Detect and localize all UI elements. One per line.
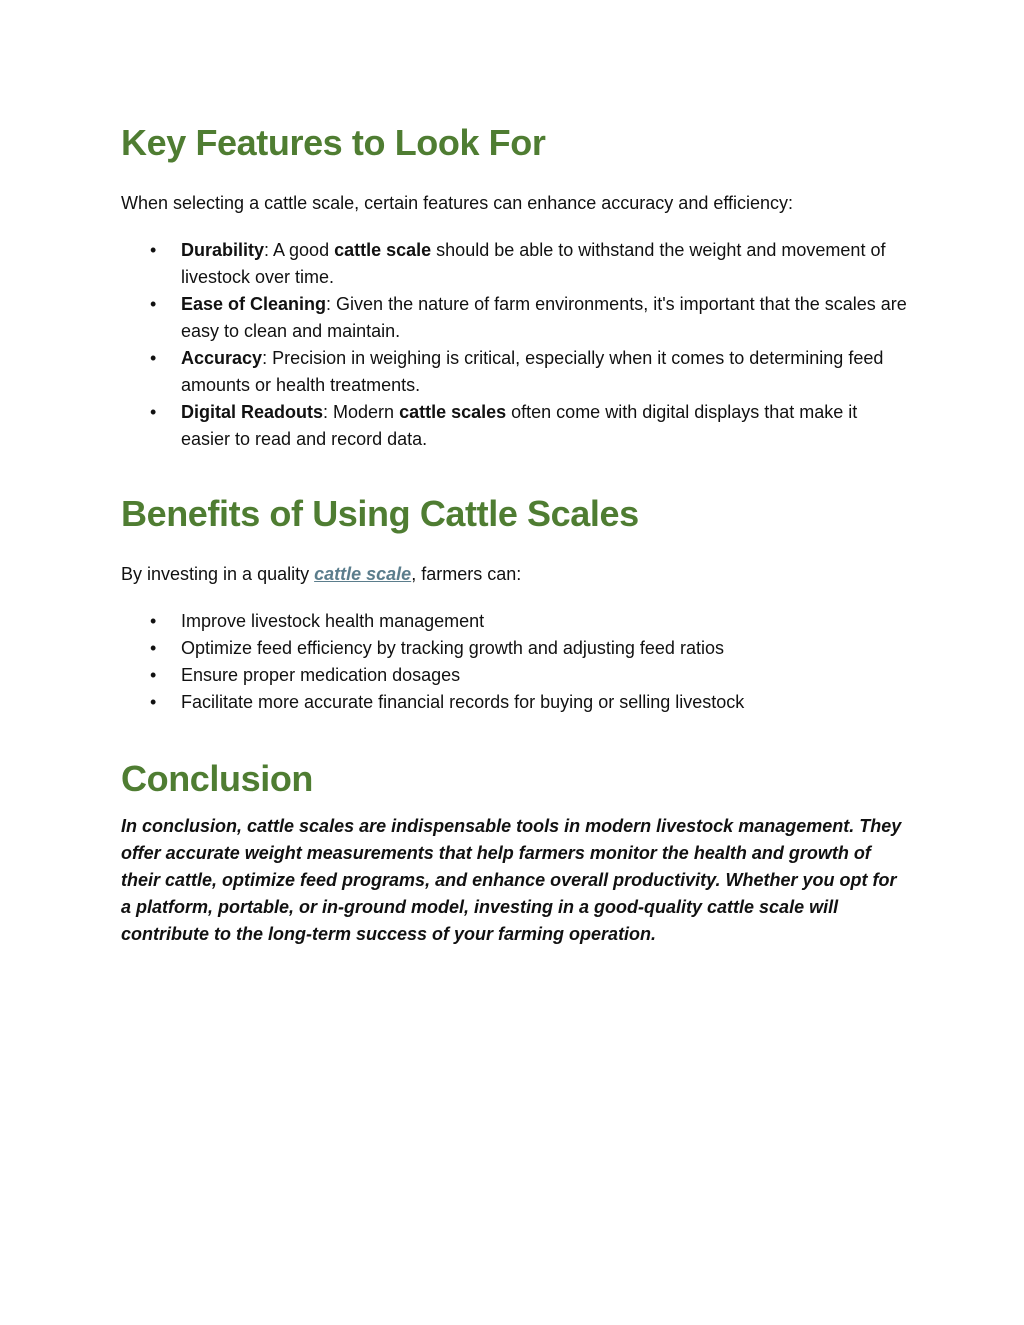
list-item (121, 237, 911, 291)
feature-text: often come with digital displays that make it easier to read and record data. (181, 402, 858, 449)
feature-term: Digital Readouts (181, 402, 324, 422)
key-features-intro: When selecting a cattle scale, certain features can enhance accuracy and efficiency: (121, 193, 794, 213)
feature-text: : Precision in weighing is critical, especially when it comes to determining feed amounts or health treatments. (181, 348, 884, 395)
feature-keyword: cattle scales (399, 402, 507, 422)
bullet-icon: • (150, 348, 157, 368)
list-item (121, 689, 911, 716)
bullet-icon: • (150, 402, 157, 422)
section-heading-benefits: Benefits of Using Cattle Scales (121, 493, 639, 534)
list-item (121, 399, 911, 453)
benefits-intro (121, 561, 521, 588)
benefit-text: Facilitate more accurate financial records for buying or selling livestock (181, 692, 745, 712)
feature-term: Ease of Cleaning (181, 294, 327, 314)
feature-term: Accuracy (181, 348, 263, 368)
bullet-icon: • (150, 665, 157, 685)
benefits-intro-text: By investing in a quality (121, 564, 315, 584)
feature-text: : Given the nature of farm environments, it's important that the scales are easy to clean and maintain. (181, 294, 907, 341)
bullet-icon: • (150, 240, 157, 260)
section-heading-key-features: Key Features to Look For (121, 122, 546, 163)
feature-text: : A good (264, 240, 335, 260)
conclusion-paragraph: In conclusion, cattle scales are indispensable tools in modern livestock management. They offer accurate weight measurements that help farmers monitor the health and growth of their cattle, optimize feed programs, and enhance overall productivity. Whether you opt for a platform, portable, or in-ground model, investing in a good-quality cattle scale will contribute to the long-term success of your farming operation. (121, 816, 902, 944)
feature-term: Durability (181, 240, 265, 260)
bullet-icon: • (150, 611, 157, 631)
section-heading-conclusion: Conclusion (121, 758, 313, 799)
list-item (121, 345, 911, 399)
bullet-icon: • (150, 294, 157, 314)
list-item (121, 608, 911, 635)
bullet-icon: • (150, 638, 157, 658)
list-item (121, 291, 911, 345)
key-features-list (121, 237, 911, 453)
feature-text: : Modern (323, 402, 400, 422)
bullet-icon: • (150, 692, 157, 712)
benefit-text: Optimize feed efficiency by tracking growth and adjusting feed ratios (181, 638, 724, 658)
benefits-list (121, 608, 911, 716)
feature-keyword: cattle scale (334, 240, 432, 260)
benefits-intro-text: , farmers can: (411, 564, 522, 584)
cattle-scale-link[interactable]: cattle scale (314, 564, 412, 584)
list-item (121, 635, 911, 662)
list-item (121, 662, 911, 689)
benefit-text: Improve livestock health management (181, 611, 485, 631)
benefit-text: Ensure proper medication dosages (181, 665, 461, 685)
feature-text: should be able to withstand the weight and movement of livestock over time. (181, 240, 886, 287)
